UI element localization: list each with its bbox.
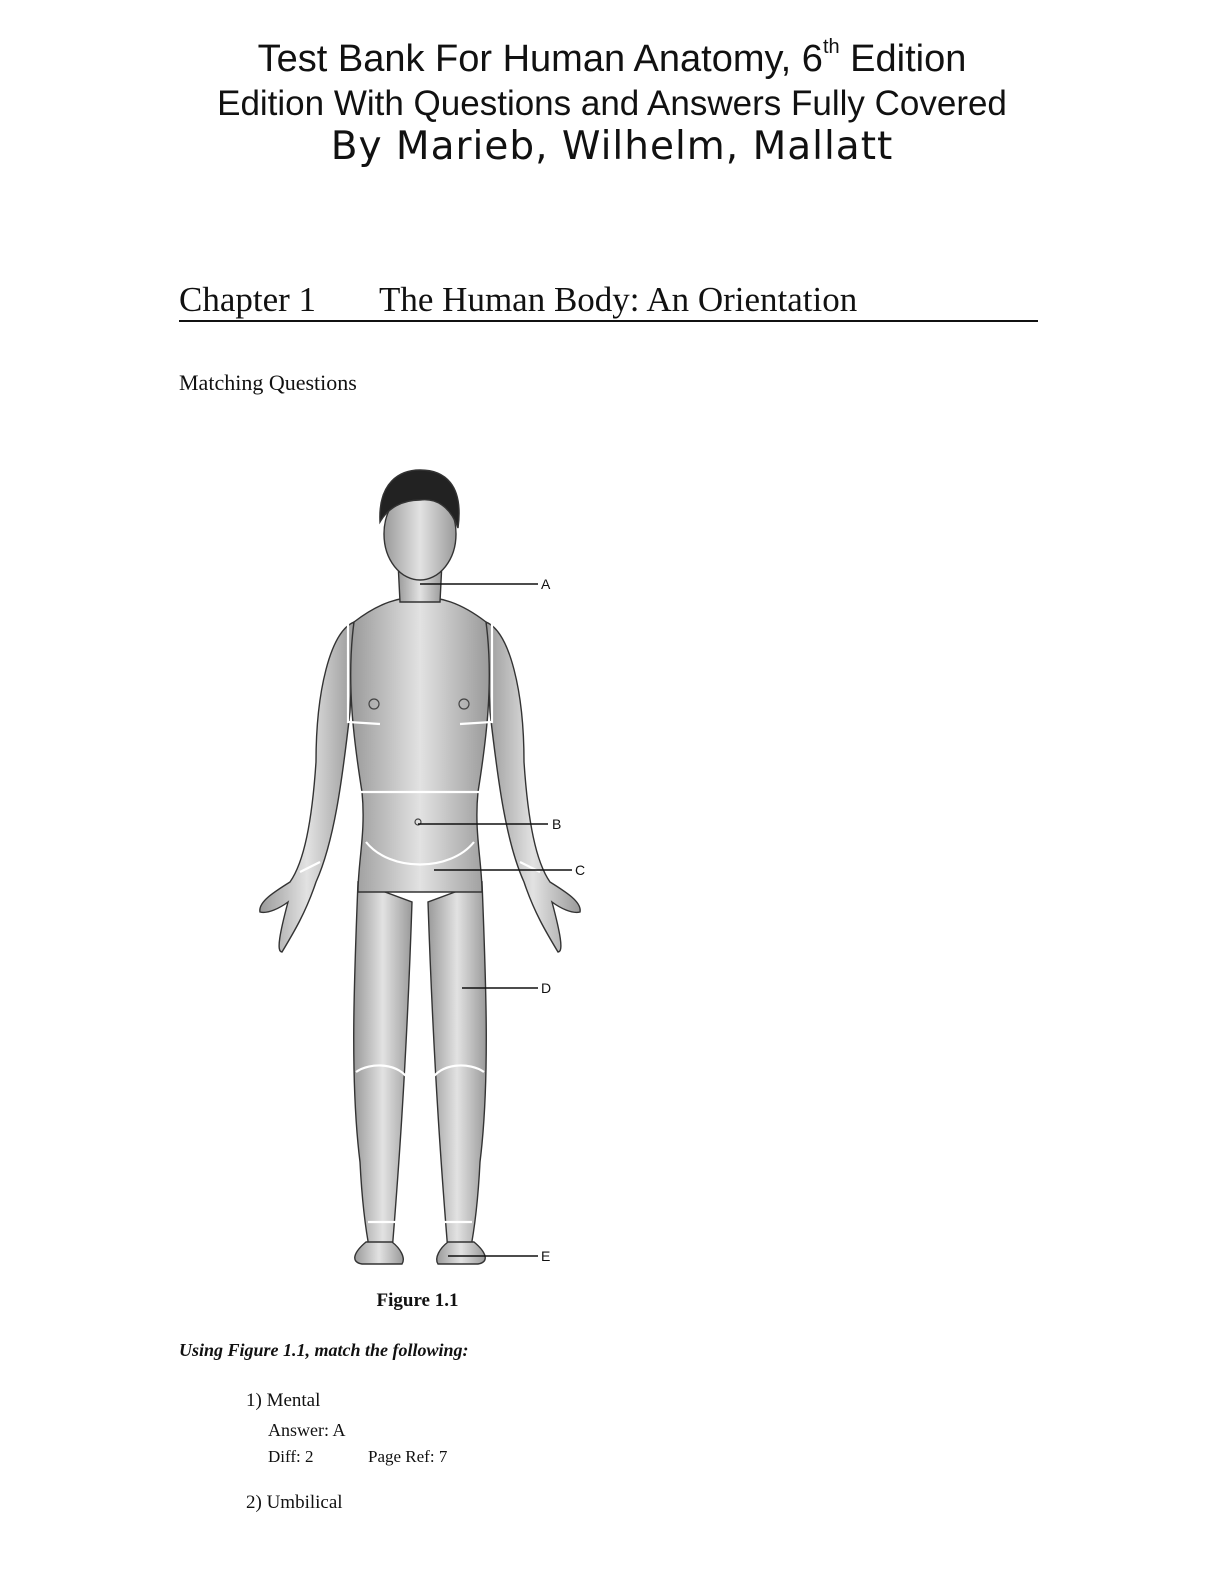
superscript-th: th — [822, 36, 840, 58]
matching-instruction: Using Figure 1.1, match the following: — [179, 1340, 469, 1360]
section-title: Matching Questions — [179, 370, 357, 395]
anatomy-figure — [250, 462, 590, 1292]
doc-title-line-2: Edition With Questions and Answers Fully Covered — [217, 84, 1007, 123]
figure-label-c: C — [575, 862, 586, 878]
figure-label-b: B — [552, 816, 562, 832]
question-1-page-ref: Page Ref: 7 — [368, 1447, 448, 1466]
chapter-number: Chapter 1 — [179, 280, 317, 319]
doc-title-line-1: Test Bank For Human Anatomy, 6th Edition — [257, 36, 967, 80]
question-1: 1) Mental — [246, 1390, 321, 1411]
question-1-difficulty: Diff: 2 — [268, 1447, 314, 1466]
question-2: 2) Umbilical — [246, 1492, 343, 1513]
doc-authors: By Marieb, Wilhelm, Mallatt — [330, 124, 894, 169]
figure-label-a: A — [541, 576, 551, 592]
figure-label-d: D — [541, 980, 552, 996]
figure-label-e: E — [541, 1248, 551, 1264]
question-1-answer: Answer: A — [268, 1420, 346, 1440]
chapter-title: The Human Body: An Orientation — [379, 280, 858, 319]
figure-caption: Figure 1.1 — [376, 1290, 459, 1311]
chapter-heading — [179, 278, 1038, 322]
